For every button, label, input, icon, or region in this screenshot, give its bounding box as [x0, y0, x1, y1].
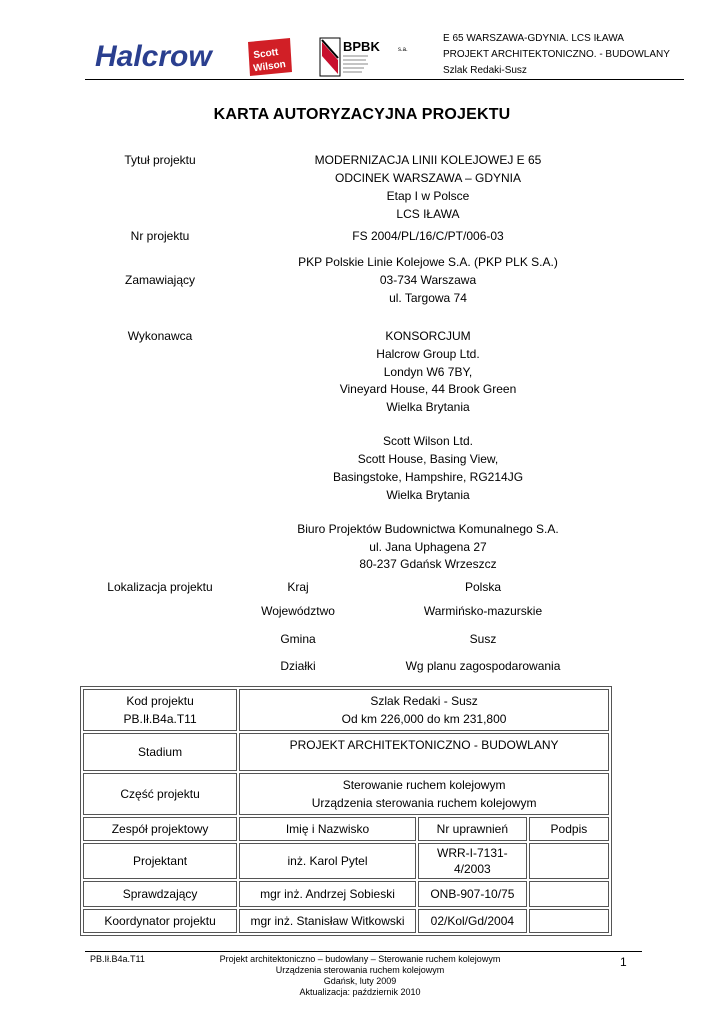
kod-value-2: Od km 226,000 do km 231,800: [341, 712, 507, 726]
table-row: [83, 909, 609, 933]
row-signature: [529, 909, 609, 933]
table-row: [83, 773, 609, 815]
zamawiajacy-label: Zamawiający: [124, 273, 196, 287]
wykonawca-line-4: Vineyard House, 44 Brook Green: [339, 382, 517, 396]
footer-line-3: Gdańsk, luty 2009: [323, 976, 397, 986]
table-row: [83, 881, 609, 907]
svg-text:BPBK: BPBK: [343, 39, 380, 54]
row-signature: [529, 881, 609, 907]
wykonawca-label: Wykonawca: [127, 329, 193, 343]
tytul-label: Tytuł projektu: [124, 153, 196, 167]
wykonawca-line-11: ul. Jana Uphagena 27: [369, 540, 487, 554]
kod-projektu-cell: [83, 689, 237, 731]
tytul-line-4: LCS IŁAWA: [396, 207, 460, 221]
stadium-value: PROJEKT ARCHITEKTONICZNO - BUDOWLANY: [239, 733, 609, 771]
wykonawca-line-5: Wielka Brytania: [386, 400, 470, 414]
czesc-value-2: Urządzenia sterowania ruchem kolejowym: [311, 796, 537, 810]
header-line-1: E 65 WARSZAWA-GDYNIA. LCS IŁAWA: [443, 33, 624, 44]
footer-text: [200, 954, 520, 998]
row-signature: [529, 843, 609, 879]
czesc-value-1: Sterowanie ruchem kolejowym: [342, 778, 506, 792]
svg-text:s.a.: s.a.: [398, 47, 408, 53]
kod-code: PB.Ił.B4a.T11: [123, 712, 197, 726]
footer-line-2: Urządzenia sterowania ruchem kolejowym: [275, 965, 445, 975]
stadium-label: Stadium: [83, 733, 237, 771]
header-zespol: Zespół projektowy: [83, 817, 237, 841]
page-number: 1: [620, 955, 627, 969]
lokalizacja-dzialki-value: Wg planu zagospodarowania: [405, 659, 561, 673]
czesc-value-cell: [239, 773, 609, 815]
row-name: inż. Karol Pytel: [239, 843, 416, 879]
row-nr: WRR-I-7131-4/2003: [418, 843, 527, 879]
header-divider: [85, 79, 684, 80]
lokalizacja-label: Lokalizacja projektu: [107, 580, 213, 594]
header-podpis: Podpis: [529, 817, 609, 841]
table-row: [83, 733, 609, 771]
lokalizacja-kraj-key: Kraj: [287, 580, 309, 594]
kod-value-cell: [239, 689, 609, 731]
czesc-label: Część projektu: [83, 773, 237, 815]
tytul-line-3: Etap I w Polsce: [386, 189, 470, 203]
footer-line-4: Aktualizacja: październik 2010: [299, 987, 421, 997]
svg-text:Wilson: Wilson: [252, 58, 287, 75]
row-name: mgr inż. Andrzej Sobieski: [239, 881, 416, 907]
table-row: [83, 689, 609, 731]
zamawiajacy-line-3: ul. Targowa 74: [389, 291, 467, 305]
row-name: mgr inż. Stanisław Witkowski: [239, 909, 416, 933]
zamawiajacy-line-2: 03-734 Warszawa: [379, 273, 477, 287]
lokalizacja-dzialki-key: Działki: [280, 659, 316, 673]
nr-value: FS 2004/PL/16/C/PT/006-03: [352, 229, 504, 243]
wykonawca-line-1: KONSORCJUM: [385, 329, 471, 343]
wykonawca-line-8: Basingstoke, Hampshire, RG214JG: [332, 470, 524, 484]
header-line-3: Szlak Redaki-Susz: [443, 65, 527, 76]
row-role: Koordynator projektu: [83, 909, 237, 933]
table-row: [83, 843, 609, 879]
wykonawca-line-2: Halcrow Group Ltd.: [376, 347, 480, 361]
wykonawca-line-7: Scott House, Basing View,: [357, 452, 499, 466]
header-nr: Nr uprawnień: [418, 817, 527, 841]
row-role: Projektant: [83, 843, 237, 879]
halcrow-logo: Halcrow: [95, 40, 212, 73]
table-header-row: [83, 817, 609, 841]
lokalizacja-wojewodztwo-value: Warmińsko-mazurskie: [423, 604, 543, 618]
wykonawca-line-3: Londyn W6 7BY,: [383, 365, 473, 379]
lokalizacja-kraj-value: Polska: [464, 580, 502, 594]
zamawiajacy-line-1: PKP Polskie Linie Kolejowe S.A. (PKP PLK S.A.): [298, 255, 558, 269]
page-title: KARTA AUTORYZACYJNA PROJEKTU: [213, 106, 511, 123]
wykonawca-line-10: Biuro Projektów Budownictwa Komunalnego S.A.: [297, 522, 559, 536]
kod-label: Kod projektu: [126, 694, 194, 708]
row-nr: ONB-907-10/75: [418, 881, 527, 907]
nr-label: Nr projektu: [130, 229, 190, 243]
bpbk-logo: [318, 36, 418, 78]
svg-text:Scott: Scott: [252, 46, 280, 62]
footer-divider: [85, 951, 642, 952]
header-line-2: PROJEKT ARCHITEKTONICZNO. - BUDOWLANY: [443, 49, 670, 60]
lokalizacja-gmina-value: Susz: [469, 632, 497, 646]
tytul-line-2: ODCINEK WARSZAWA – GDYNIA: [334, 171, 522, 185]
row-nr: 02/Kol/Gd/2004: [418, 909, 527, 933]
scott-wilson-logo: [246, 38, 294, 78]
wykonawca-line-12: 80-237 Gdańsk Wrzeszcz: [359, 557, 497, 571]
row-role: Sprawdzający: [83, 881, 237, 907]
wykonawca-line-9: Wielka Brytania: [386, 488, 470, 502]
wykonawca-line-6: Scott Wilson Ltd.: [382, 434, 474, 448]
tytul-line-1: MODERNIZACJA LINII KOLEJOWEJ E 65: [314, 153, 542, 167]
header-imie: Imię i Nazwisko: [239, 817, 416, 841]
authorization-table: [80, 686, 612, 936]
footer-code: PB.Ił.B4a.T11: [90, 954, 145, 964]
footer-line-1: Projekt architektoniczno – budowlany – Sterowanie ruchem kolejowym: [219, 954, 501, 964]
lokalizacja-wojewodztwo-key: Województwo: [261, 604, 335, 618]
kod-value-1: Szlak Redaki - Susz: [370, 694, 478, 708]
lokalizacja-gmina-key: Gmina: [280, 632, 316, 646]
